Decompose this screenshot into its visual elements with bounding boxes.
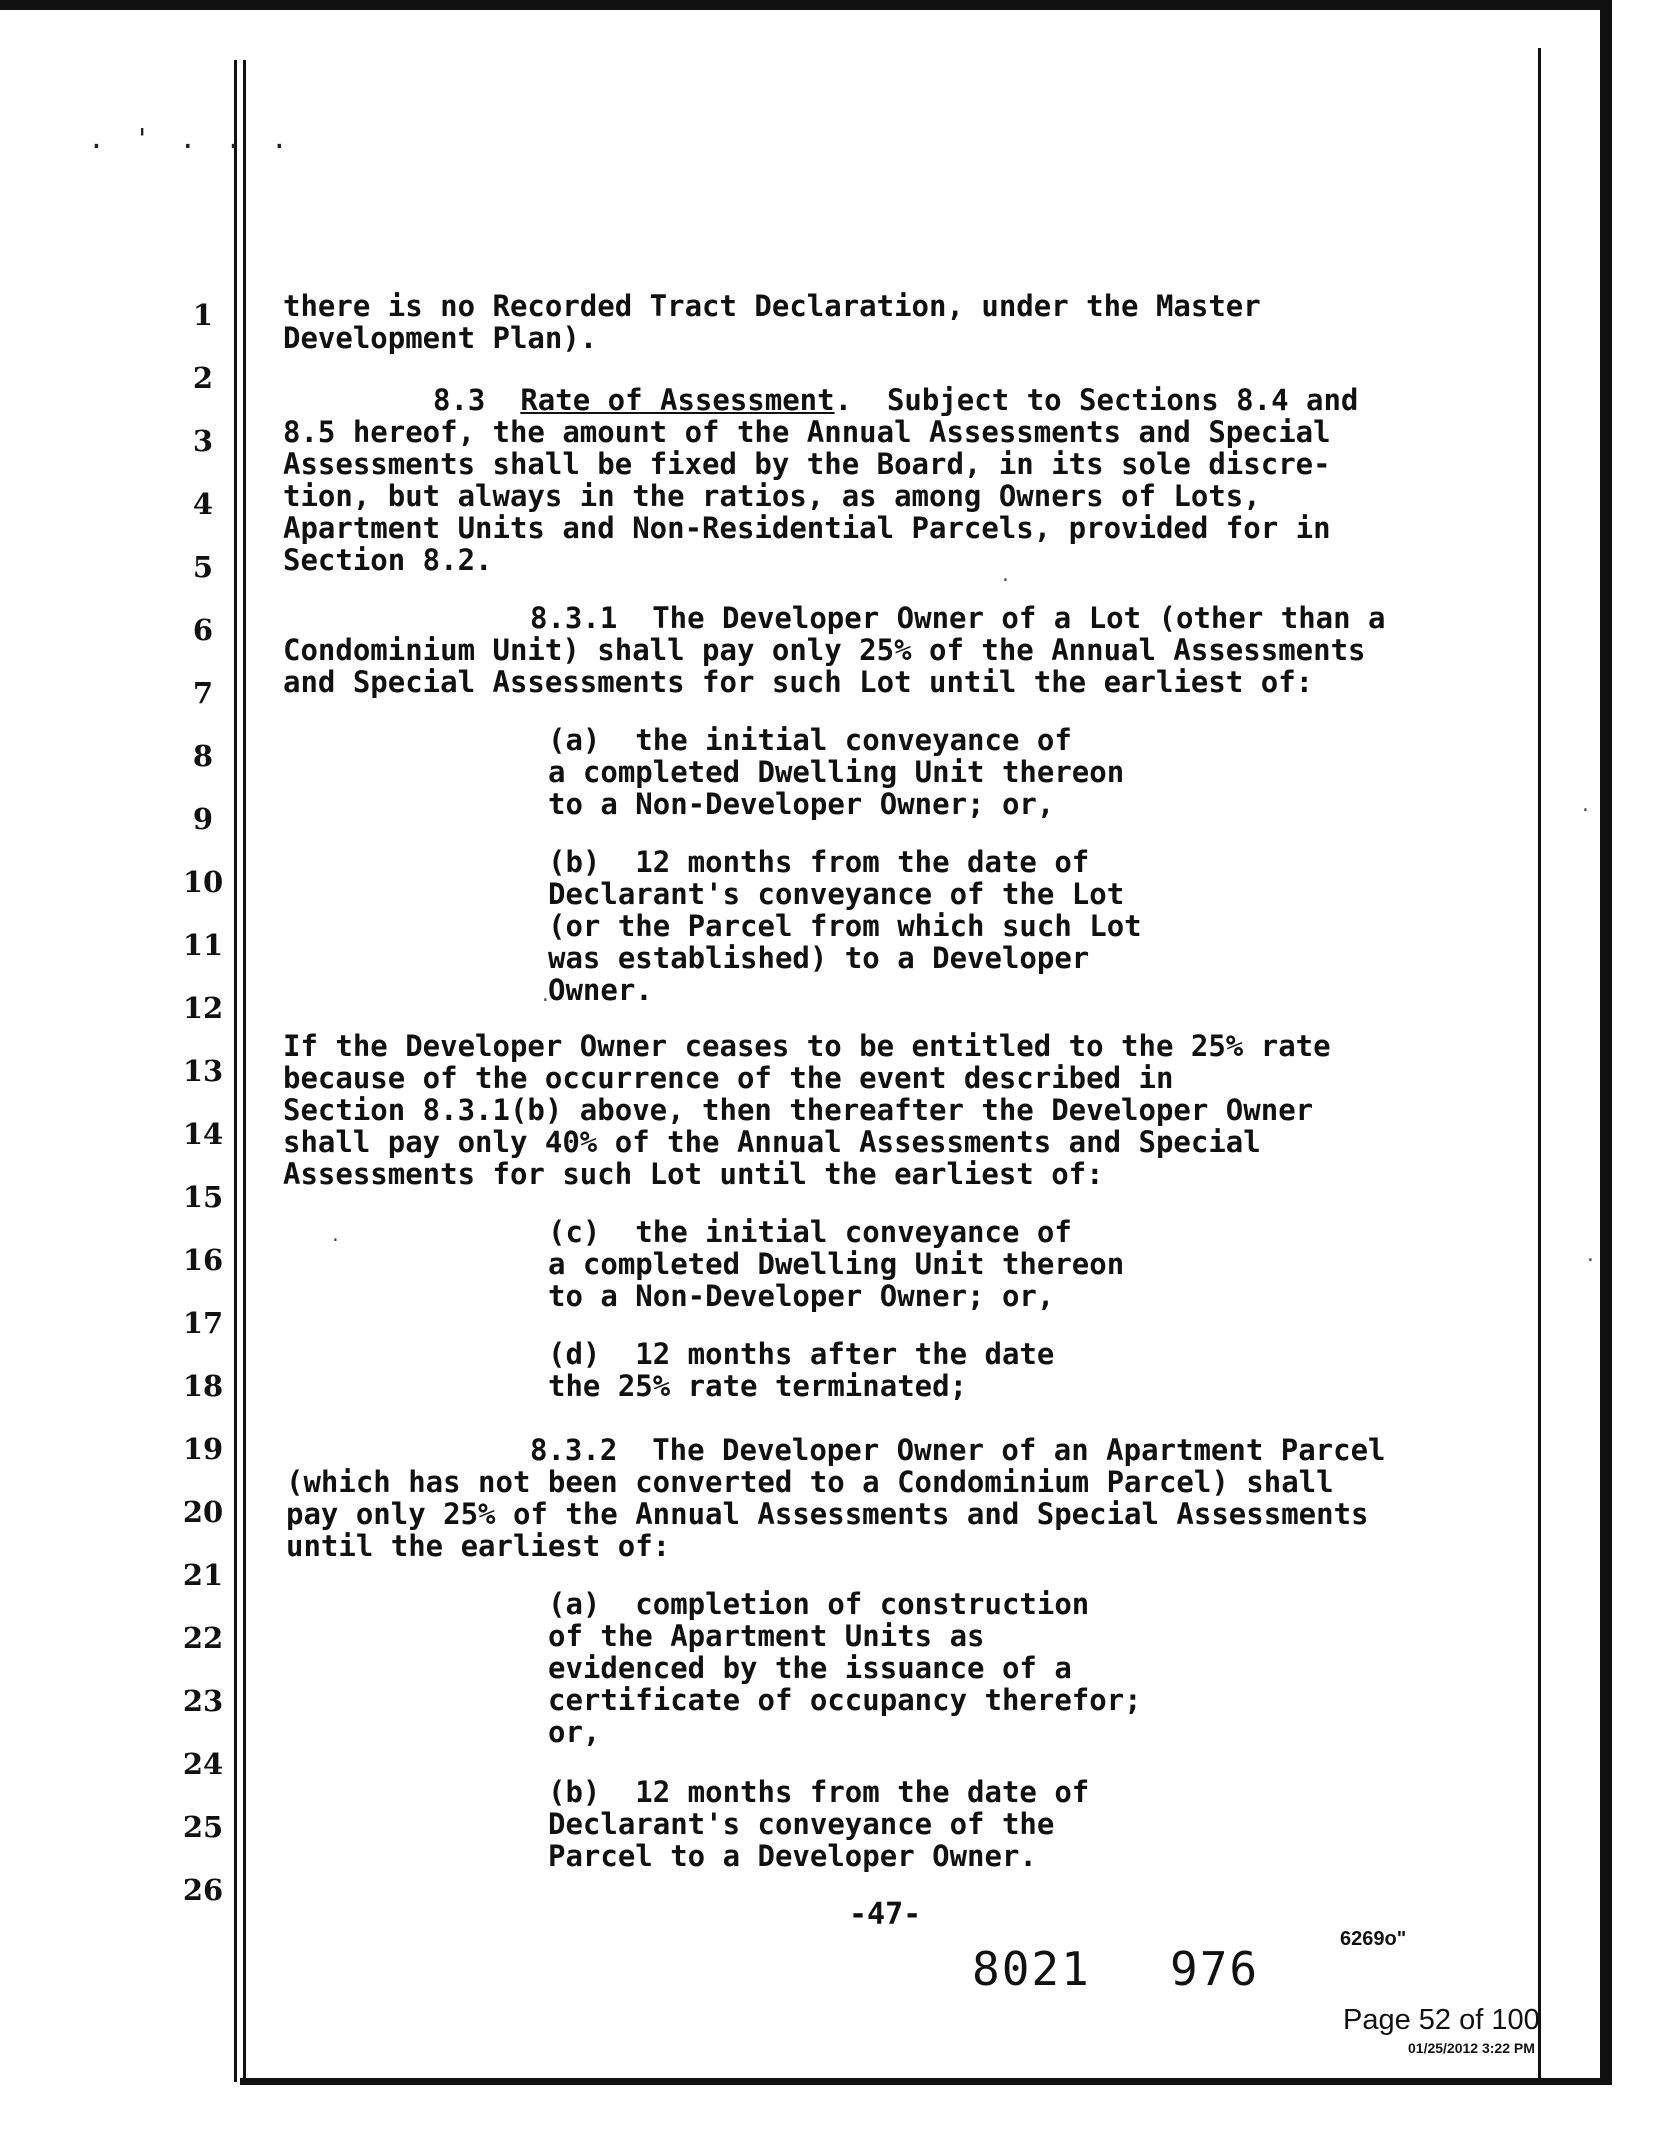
- section-8-3-2-first-line: 8.3.2 The Developer Owner of an Apartment Parcel: [530, 1433, 1386, 1467]
- line-number: 23: [182, 1684, 224, 1718]
- section-first-text: . Subject to Sections 8.4 and: [834, 383, 1359, 417]
- print-timestamp: 01/25/2012 3:22 PM: [1408, 2040, 1535, 2056]
- list-item-b-second: (b) 12 months from the date of Declarant's conveyance of the Parcel to a Developer Owner.: [548, 1775, 1090, 1873]
- page-count: Page 52 of 100: [1343, 2004, 1540, 2036]
- line-number: 7: [192, 676, 214, 710]
- document-code: 6269o": [1340, 1928, 1407, 1950]
- page-frame-right: [1600, 0, 1612, 2085]
- line-number: 24: [182, 1747, 224, 1781]
- line-number: 17: [182, 1306, 224, 1340]
- section-8-3-1-first-line: 8.3.1 The Developer Owner of a Lot (other than a: [530, 601, 1386, 635]
- scan-speck: ·: [1000, 570, 1011, 591]
- line-number: 16: [182, 1243, 224, 1277]
- line-number: 25: [182, 1810, 224, 1844]
- line-number: 12: [182, 991, 224, 1025]
- recording-book-number: 8021: [972, 1942, 1091, 1996]
- line-number: 21: [182, 1558, 224, 1592]
- line-number: 10: [182, 865, 224, 899]
- section-8-3-first-line: [433, 384, 1358, 416]
- line-number: 5: [192, 550, 214, 584]
- line-number: 20: [182, 1495, 224, 1529]
- line-number: 6: [192, 613, 214, 647]
- page-frame-bottom: [240, 2078, 1610, 2085]
- scan-speck: ·: [1585, 1250, 1596, 1271]
- left-margin-rule-inner: [243, 60, 246, 2082]
- line-number: 26: [182, 1873, 224, 1907]
- scan-speck: ·: [1580, 800, 1591, 821]
- scan-speck: ·: [540, 990, 551, 1011]
- recording-page-number: 976: [1170, 1942, 1260, 1996]
- line-number: 1: [192, 298, 214, 332]
- page-frame-top: [0, 0, 1605, 10]
- paragraph-tract-declaration: there is no Recorded Tract Declaration, under the Master Development Plan).: [283, 289, 1261, 355]
- line-number: 19: [182, 1432, 224, 1466]
- line-number: 11: [182, 928, 224, 962]
- line-number: 3: [192, 424, 214, 458]
- list-item-b-first: (b) 12 months from the date of Declarant's conveyance of the Lot (or the Parcel from which such Lot was established) to a Developer Owner.: [548, 845, 1142, 1007]
- margin-dots: . ' . . .: [88, 122, 294, 155]
- list-item-a-first: (a) the initial conveyance of a completed Dwelling Unit thereon to a Non-Developer Owner; or,: [548, 723, 1125, 821]
- paragraph-developer-owner-ceases: If the Developer Owner ceases to be entitled to the 25% rate because of the occurrence of the event described in Section 8.3.1(b) above, then thereafter the Developer Owner shall pay only 40% of the Annual Assessments and Special Assessments for such Lot until the earliest of:: [283, 1029, 1331, 1191]
- line-number: 2: [192, 361, 214, 395]
- section-number: 8.3: [433, 383, 486, 417]
- line-number: 14: [182, 1117, 224, 1151]
- left-margin-rule: [234, 60, 237, 2082]
- right-margin-rule: [1538, 48, 1541, 2078]
- section-8-3-body: 8.5 hereof, the amount of the Annual Assessments and Special Assessments shall be fixed by the Board, in its sole discre- tion, but always in the ratios, as among Owners of Lots, Apartment Units and Non-Residential Parcels, provided for in Section 8.2.: [283, 415, 1331, 577]
- line-number: 15: [182, 1180, 224, 1214]
- section-8-3-2-body: (which has not been converted to a Condominium Parcel) shall pay only 25% of the Annual Assessments and Special Assessments until the earliest of:: [286, 1465, 1369, 1563]
- list-item-d: (d) 12 months after the date the 25% rate terminated;: [548, 1337, 1055, 1403]
- section-8-3-1-body: Condominium Unit) shall pay only 25% of the Annual Assessments and Special Assessments for such Lot until the earliest of:: [283, 633, 1366, 699]
- line-number: 18: [182, 1369, 224, 1403]
- line-number: 22: [182, 1621, 224, 1655]
- line-number: 8: [192, 739, 214, 773]
- list-item-a-second: (a) completion of construction of the Apartment Units as evidenced by the issuance of a certificate of occupancy therefor; or,: [548, 1587, 1142, 1749]
- line-number: 4: [192, 487, 214, 521]
- section-heading: Rate of Assessment: [520, 383, 835, 417]
- line-number: 9: [192, 802, 214, 836]
- line-number: 13: [182, 1054, 224, 1088]
- scan-speck: ·: [330, 1230, 341, 1251]
- list-item-c: (c) the initial conveyance of a completed Dwelling Unit thereon to a Non-Developer Owner; or,: [548, 1215, 1125, 1313]
- page-number: -47-: [849, 1897, 922, 1932]
